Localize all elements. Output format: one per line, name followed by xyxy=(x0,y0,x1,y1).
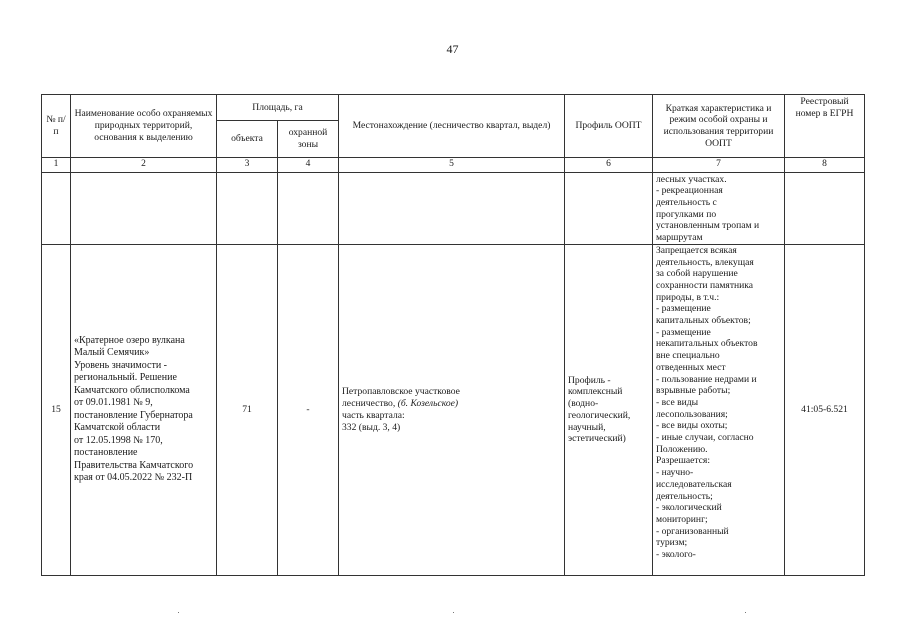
location-forestry: лесничество, xyxy=(342,398,398,410)
cell-empty xyxy=(217,172,278,244)
cell-location xyxy=(339,244,565,575)
characteristic-line: установленным тропам и xyxy=(656,220,760,232)
characteristic-line: Разрешается: xyxy=(656,455,710,467)
scan-speck xyxy=(453,612,454,613)
characteristic-line: сохранности памятника xyxy=(656,279,754,291)
characteristic-line: - все виды охоты; xyxy=(656,420,728,432)
col-number-2: 2 xyxy=(71,158,217,173)
name-line: от 09.01.1981 № 9, xyxy=(74,397,153,409)
characteristic-line: туризм; xyxy=(656,537,688,549)
profile-line: эстетический) xyxy=(568,433,626,445)
header-characteristic: Краткая характеристика и режим особой охраны и использования территории ООПТ xyxy=(653,95,785,158)
header-name: Наименование особо охраняемых природных территорий, основания к выделению xyxy=(71,95,217,158)
col-number-7: 7 xyxy=(653,158,785,173)
cell-name xyxy=(71,244,217,575)
cell-empty xyxy=(42,172,71,244)
characteristic-line: Положению. xyxy=(656,443,708,455)
name-line: Уровень значимости - xyxy=(74,359,168,371)
page-number: 47 xyxy=(446,42,459,56)
cell-characteristic-continued xyxy=(653,172,785,244)
table-row xyxy=(42,244,865,575)
name-line: Малый Семячик» xyxy=(74,347,150,359)
cell-empty xyxy=(71,172,217,244)
characteristic-line: взрывные работы; xyxy=(656,385,731,397)
characteristic-line: - эколого- xyxy=(656,549,696,561)
characteristic-line: некапитальных объектов xyxy=(656,338,758,350)
characteristic-line: деятельность, влекущая xyxy=(656,256,754,268)
characteristic-line: - организованный xyxy=(656,525,729,537)
name-line: Камчатского облисполкома xyxy=(74,384,190,396)
profile-line: Профиль - xyxy=(568,374,611,386)
cell-num: 15 xyxy=(42,244,71,575)
scan-specks xyxy=(0,612,905,616)
characteristic-line: - экологический xyxy=(656,502,722,514)
header-area-object: объекта xyxy=(217,121,278,158)
cell-empty xyxy=(278,172,339,244)
location-former-name: (б. Козельское) xyxy=(397,398,459,410)
col-number-3: 3 xyxy=(217,158,278,173)
location-line: часть квартала: xyxy=(342,409,405,421)
header-area: Площадь, га xyxy=(217,95,339,121)
name-line: «Кратерное озеро вулкана xyxy=(74,334,185,346)
characteristic-line: за собой нарушение xyxy=(656,268,738,280)
characteristic-line: отведенных мест xyxy=(656,361,726,373)
characteristic-line: - пользование недрами и xyxy=(656,373,757,385)
characteristic-line: деятельность; xyxy=(656,490,713,502)
header-registry: Реестровый номер в ЕГРН xyxy=(785,95,865,158)
table-row-continuation xyxy=(42,172,865,244)
cell-area-zone: - xyxy=(278,244,339,575)
profile-line: научный, xyxy=(568,421,606,433)
col-number-4: 4 xyxy=(278,158,339,173)
name-line: региональный. Решение xyxy=(74,372,177,384)
characteristic-line: - рекреационная xyxy=(656,185,723,197)
profile-line: геологический, xyxy=(568,409,631,421)
cell-empty xyxy=(339,172,565,244)
location-line: 332 (выд. 3, 4) xyxy=(342,421,401,433)
name-line: Камчатской области xyxy=(74,422,161,434)
characteristic-line: - размещение xyxy=(656,303,711,315)
header-area-zone: охранной зоны xyxy=(278,121,339,158)
characteristic-line: природы, в т.ч.: xyxy=(656,291,720,303)
name-line: края от 04.05.2022 № 232-П xyxy=(74,472,193,484)
col-number-6: 6 xyxy=(565,158,653,173)
characteristic-line: вне специально xyxy=(656,350,720,362)
cell-empty xyxy=(565,172,653,244)
name-line: постановление Губернатора xyxy=(74,409,193,421)
col-number-1: 1 xyxy=(42,158,71,173)
profile-line: (водно- xyxy=(568,398,599,410)
location-line: Петропавловское участковое xyxy=(342,386,460,398)
characteristic-line: лесных участках. xyxy=(656,173,727,185)
name-line: Правительства Камчатского xyxy=(74,459,194,471)
name-line: постановление xyxy=(74,447,138,459)
cell-area-object: 71 xyxy=(217,244,278,575)
characteristic-line: деятельность с xyxy=(656,196,717,208)
oopt-registry-table xyxy=(41,94,865,576)
characteristic-line: исследовательская xyxy=(656,478,732,490)
characteristic-line: лесопользования; xyxy=(656,408,728,420)
header-location: Местонахождение (лесничество квартал, выдел) xyxy=(339,95,565,158)
cell-characteristic xyxy=(653,244,785,575)
cell-empty xyxy=(785,172,865,244)
scan-speck xyxy=(178,612,179,613)
characteristic-line: - научно- xyxy=(656,467,694,479)
characteristic-line: - размещение xyxy=(656,326,711,338)
cell-profile xyxy=(565,244,653,575)
characteristic-line: - иные случаи, согласно xyxy=(656,432,754,444)
characteristic-line: прогулками по xyxy=(656,208,717,220)
profile-line: комплексный xyxy=(568,386,623,398)
characteristic-line: мониторинг; xyxy=(656,513,708,525)
col-number-5: 5 xyxy=(339,158,565,173)
header-num: № п/п xyxy=(42,95,71,158)
characteristic-line: - все виды xyxy=(656,396,699,408)
characteristic-line: капитальных объектов; xyxy=(656,315,751,327)
scan-speck xyxy=(745,612,746,613)
characteristic-line: маршрутам xyxy=(656,232,703,244)
header-profile: Профиль ООПТ xyxy=(565,95,653,158)
cell-registry-number: 41:05-6.521 xyxy=(785,244,865,575)
name-line: от 12.05.1998 № 170, xyxy=(74,434,163,446)
characteristic-line: Запрещается всякая xyxy=(656,244,737,256)
col-number-8: 8 xyxy=(785,158,865,173)
location-line xyxy=(342,398,561,410)
